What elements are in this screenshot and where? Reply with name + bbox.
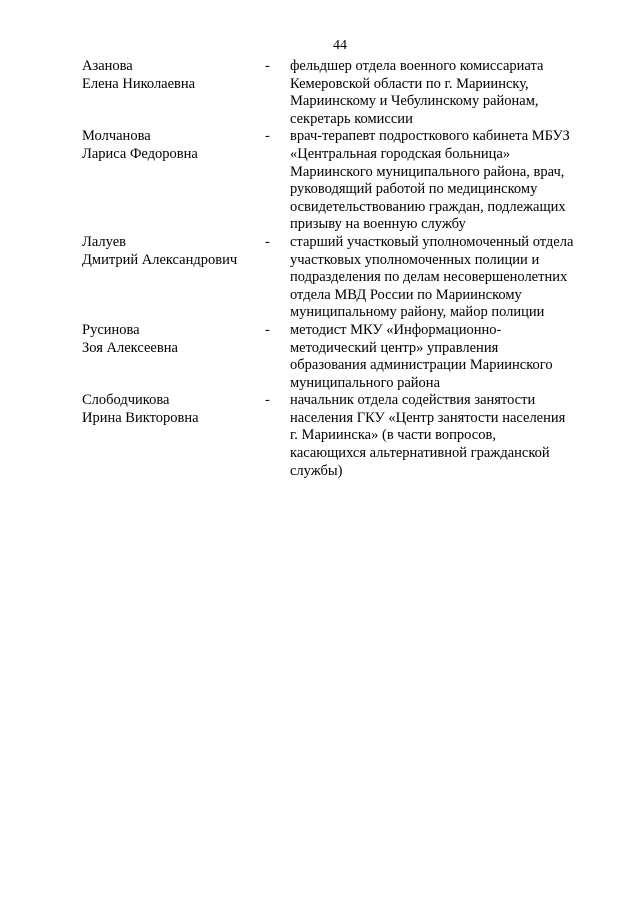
role-line: Кемеровской области по г. Мариинску, bbox=[290, 75, 529, 92]
role-line: врач-терапевт подросткового кабинета МБУЗ bbox=[290, 128, 570, 145]
role-line: методический центр» управления bbox=[290, 339, 499, 356]
member-given-names: Ирина Викторовна bbox=[82, 409, 199, 426]
member-given-names: Дмитрий Александрович bbox=[82, 251, 238, 268]
role-line: касающихся альтернативной гражданской bbox=[290, 445, 550, 462]
member-surname: Русинова bbox=[82, 321, 140, 338]
role-line: освидетельствованию граждан, подлежащих bbox=[290, 198, 566, 215]
role-line: населения ГКУ «Центр занятости населения bbox=[290, 409, 566, 426]
member-dash: - bbox=[265, 321, 270, 338]
role-line: г. Мариинска» (в части вопросов, bbox=[290, 427, 496, 444]
member-entry bbox=[82, 322, 602, 392]
member-name bbox=[82, 128, 262, 234]
member-surname: Лалуев bbox=[82, 233, 126, 250]
member-surname: Молчанова bbox=[82, 128, 151, 145]
member-name bbox=[82, 322, 262, 392]
member-name bbox=[82, 392, 262, 480]
role-line: призыву на военную службу bbox=[290, 216, 466, 233]
member-dash: - bbox=[265, 58, 270, 74]
member-entry bbox=[82, 58, 602, 128]
member-name bbox=[82, 58, 262, 128]
member-role bbox=[290, 392, 600, 480]
role-line: отдела МВД России по Мариинскому bbox=[290, 286, 522, 303]
member-name bbox=[82, 234, 262, 322]
member-dash: - bbox=[265, 233, 270, 250]
member-role bbox=[290, 322, 600, 392]
commission-members-list bbox=[82, 58, 602, 480]
member-role bbox=[290, 234, 600, 322]
member-dash: - bbox=[265, 128, 270, 145]
role-line: участковых уполномоченных полиции и bbox=[290, 251, 540, 268]
member-given-names: Лариса Федоровна bbox=[82, 145, 198, 162]
role-line: муниципальному району, майор полиции bbox=[290, 304, 545, 321]
role-line: руководящий работой по медицинскому bbox=[290, 181, 538, 198]
role-line: секретарь комиссии bbox=[290, 110, 413, 127]
role-line: Мариинского муниципального района, врач, bbox=[290, 163, 565, 180]
member-role bbox=[290, 58, 600, 128]
role-line: образования администрации Мариинского bbox=[290, 357, 553, 374]
member-given-names: Зоя Алексеевна bbox=[82, 339, 178, 356]
page-number: 44 bbox=[333, 38, 347, 53]
role-line: методист МКУ «Информационно- bbox=[290, 321, 502, 338]
member-role bbox=[290, 128, 600, 234]
member-entry bbox=[82, 234, 602, 322]
role-line: муниципального района bbox=[290, 374, 440, 391]
role-line: подразделения по делам несовершенолетних bbox=[290, 269, 568, 286]
member-dash: - bbox=[265, 392, 270, 409]
member-entry bbox=[82, 128, 602, 234]
member-surname: Азанова bbox=[82, 58, 133, 74]
role-line: «Центральная городская больница» bbox=[290, 145, 511, 162]
role-line: Мариинскому и Чебулинскому районам, bbox=[290, 93, 539, 110]
role-line: службы) bbox=[290, 462, 343, 479]
member-entry bbox=[82, 392, 602, 480]
member-given-names: Елена Николаевна bbox=[82, 75, 196, 92]
member-surname: Слободчикова bbox=[82, 392, 170, 409]
role-line: фельдшер отдела военного комиссариата bbox=[290, 58, 544, 74]
role-line: начальник отдела содействия занятости bbox=[290, 392, 536, 409]
role-line: старший участковый уполномоченный отдела bbox=[290, 233, 574, 250]
